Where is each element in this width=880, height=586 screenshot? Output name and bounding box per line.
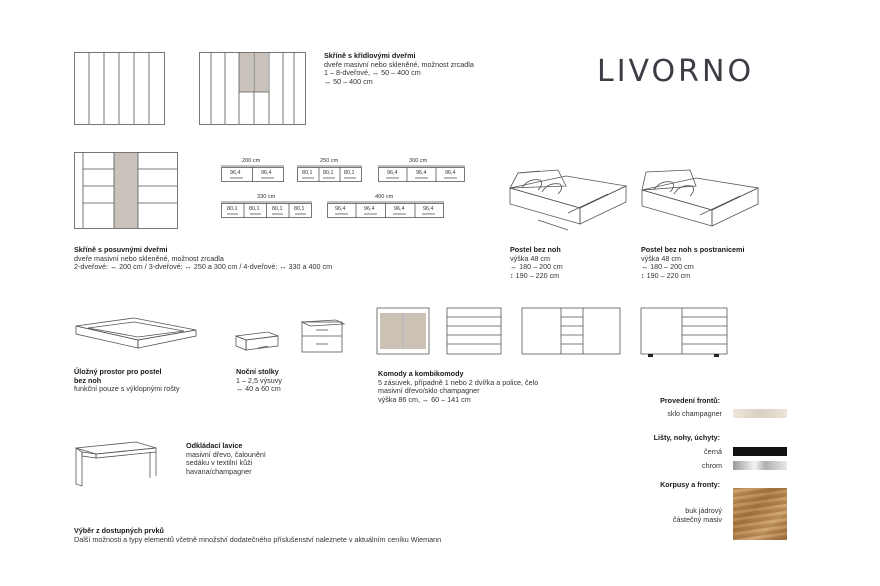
bench-line: sedáku v textilní kůži: [186, 458, 253, 468]
bed1-text: [510, 246, 563, 280]
chrome-label: chrom: [702, 461, 722, 470]
dim-label: 96,4: [261, 170, 272, 176]
hinged-wardrobes-title: Skříně s křídlovými dveřmi: [324, 51, 416, 60]
hinged-wardrobes-line: 1 – 8-dveřové, ↔ 50 – 400 cm: [324, 68, 421, 78]
dim-label: 80,1: [249, 206, 260, 212]
commodes-line: masivní dřevo/sklo champagner: [378, 386, 480, 396]
dim-label: 80,1: [294, 206, 305, 212]
dim-label: 96,4: [230, 170, 241, 176]
dim-label: 96,4: [387, 170, 398, 176]
hinged-wardrobe-drawing-2: [199, 52, 307, 126]
storage-title-2: bez noh: [74, 375, 102, 385]
door-config-200: [221, 164, 285, 184]
bench-text: [186, 442, 266, 476]
label-200cm: 200 cm: [242, 158, 261, 164]
door-config-330: [221, 200, 313, 220]
dim-label: 80,1: [344, 170, 355, 176]
wood-label-2: částečný masiv: [672, 514, 722, 524]
hinged-wardrobes-text: [324, 52, 474, 86]
dim-label: 96,4: [445, 170, 456, 176]
brand-logo: LIVORNO: [597, 54, 755, 89]
bench-line: havana/champagner: [186, 466, 252, 476]
champagne-swatch: [733, 409, 787, 418]
dim-label: 80,1: [227, 206, 238, 212]
options-title: Výběr z dostupných prvků: [74, 526, 164, 535]
bench-title: Odkládací lavice: [186, 441, 243, 450]
commode-drawing-3: [521, 305, 623, 357]
label-250cm: 250 cm: [320, 158, 339, 164]
label-330cm: 330 cm: [257, 194, 276, 200]
options-line: Další možnosti a typy elementů včetně množství dodatečného příslušenství naleznete v aktuálním ceníku Wiemann: [74, 534, 442, 544]
black-label: černá: [704, 447, 722, 456]
door-config-300: [378, 164, 466, 184]
nightstand-drawing-1: [234, 330, 280, 356]
fronts-item: sklo champagner: [667, 409, 722, 418]
sliding-wardrobes-line: 2-dveřové: ↔ 200 cm / 3-dveřové: ↔ 250 a 300 cm / 4-dveřové: ↔ 330 a 400 cm: [74, 262, 333, 272]
bed2-text: [641, 246, 744, 280]
nightstands-line: 1 – 2,5 výsuvy: [236, 375, 282, 385]
dim-label: 96,4: [335, 206, 346, 212]
commode-drawing-4: [640, 305, 730, 359]
chrome-swatch: [733, 461, 787, 470]
commodes-title: Komody a kombikomody: [378, 369, 464, 378]
bed1-line: ↔ 180 – 200 cm: [510, 262, 563, 272]
nightstands-text: [236, 368, 282, 394]
bed2-title: Postel bez noh s postranicemi: [641, 245, 745, 254]
black-swatch: [733, 447, 787, 456]
commode-drawing-2: [446, 305, 504, 357]
bed1-line: výška 48 cm: [510, 253, 550, 263]
storage-line: funkční pouze s výklopnými rošty: [74, 384, 180, 394]
commode-drawing-1: [376, 305, 432, 357]
hinged-wardrobe-drawing-1: [74, 52, 166, 126]
bed2-line: ↔ 180 – 200 cm: [641, 262, 694, 272]
bed-storage-drawing: [74, 316, 198, 352]
bench-line: masivní dřevo, čalounění: [186, 449, 266, 459]
nightstands-line: ↔ 40 a 60 cm: [236, 384, 281, 394]
sliding-wardrobes-text: [74, 246, 332, 272]
bed-drawing-2: [640, 168, 760, 238]
bench-drawing: [74, 440, 158, 488]
hinged-wardrobes-line: ↔ 50 – 400 cm: [324, 76, 373, 86]
dim-label: 96,4: [416, 170, 427, 176]
body-title: Korpusy a fronty:: [660, 480, 720, 489]
nightstands-title: Noční stolky: [236, 367, 279, 376]
trims-title: Lišty, nohy, úchyty:: [653, 433, 720, 442]
door-config-400: [327, 200, 445, 220]
dim-label: 80,1: [323, 170, 334, 176]
dim-label: 96,4: [423, 206, 434, 212]
bed1-title: Postel bez noh: [510, 245, 561, 254]
storage-text: [74, 368, 179, 394]
commodes-line: 5 zásuvek, případně 1 nebo 2 dvířka a police, čelo: [378, 377, 539, 387]
commodes-text: [378, 370, 538, 404]
options-text: [74, 527, 441, 544]
dim-label: 80,1: [272, 206, 283, 212]
wood-label-1: buk jádrový: [685, 506, 722, 515]
label-400cm: 400 cm: [375, 194, 394, 200]
bed1-line: ↕ 190 – 220 cm: [510, 270, 560, 280]
dim-label: 96,4: [364, 206, 375, 212]
fronts-title: Provedení frontů:: [660, 396, 720, 405]
storage-title: Úložný prostor pro postel: [74, 367, 162, 376]
sliding-wardrobes-title: Skříně s posuvnými dveřmi: [74, 245, 168, 254]
commodes-line: výška 86 cm, ↔ 60 – 141 cm: [378, 394, 471, 404]
bed2-line: ↕ 190 – 220 cm: [641, 270, 691, 280]
sliding-wardrobe-drawing: [74, 152, 179, 230]
wood-swatch: [733, 488, 787, 540]
hinged-wardrobes-line: dveře masivní nebo skleněné, možnost zrcadla: [324, 59, 474, 69]
nightstand-drawing-2: [300, 318, 346, 356]
wood-label: [600, 507, 722, 524]
door-config-250: [297, 164, 363, 184]
sliding-wardrobes-line: dveře masivní nebo skleněné, možnost zrcadla: [74, 253, 224, 263]
bed-drawing-1: [508, 168, 628, 238]
dim-label: 96,4: [394, 206, 405, 212]
label-300cm: 300 cm: [409, 158, 428, 164]
dim-label: 80,1: [302, 170, 313, 176]
bed2-line: výška 48 cm: [641, 253, 681, 263]
